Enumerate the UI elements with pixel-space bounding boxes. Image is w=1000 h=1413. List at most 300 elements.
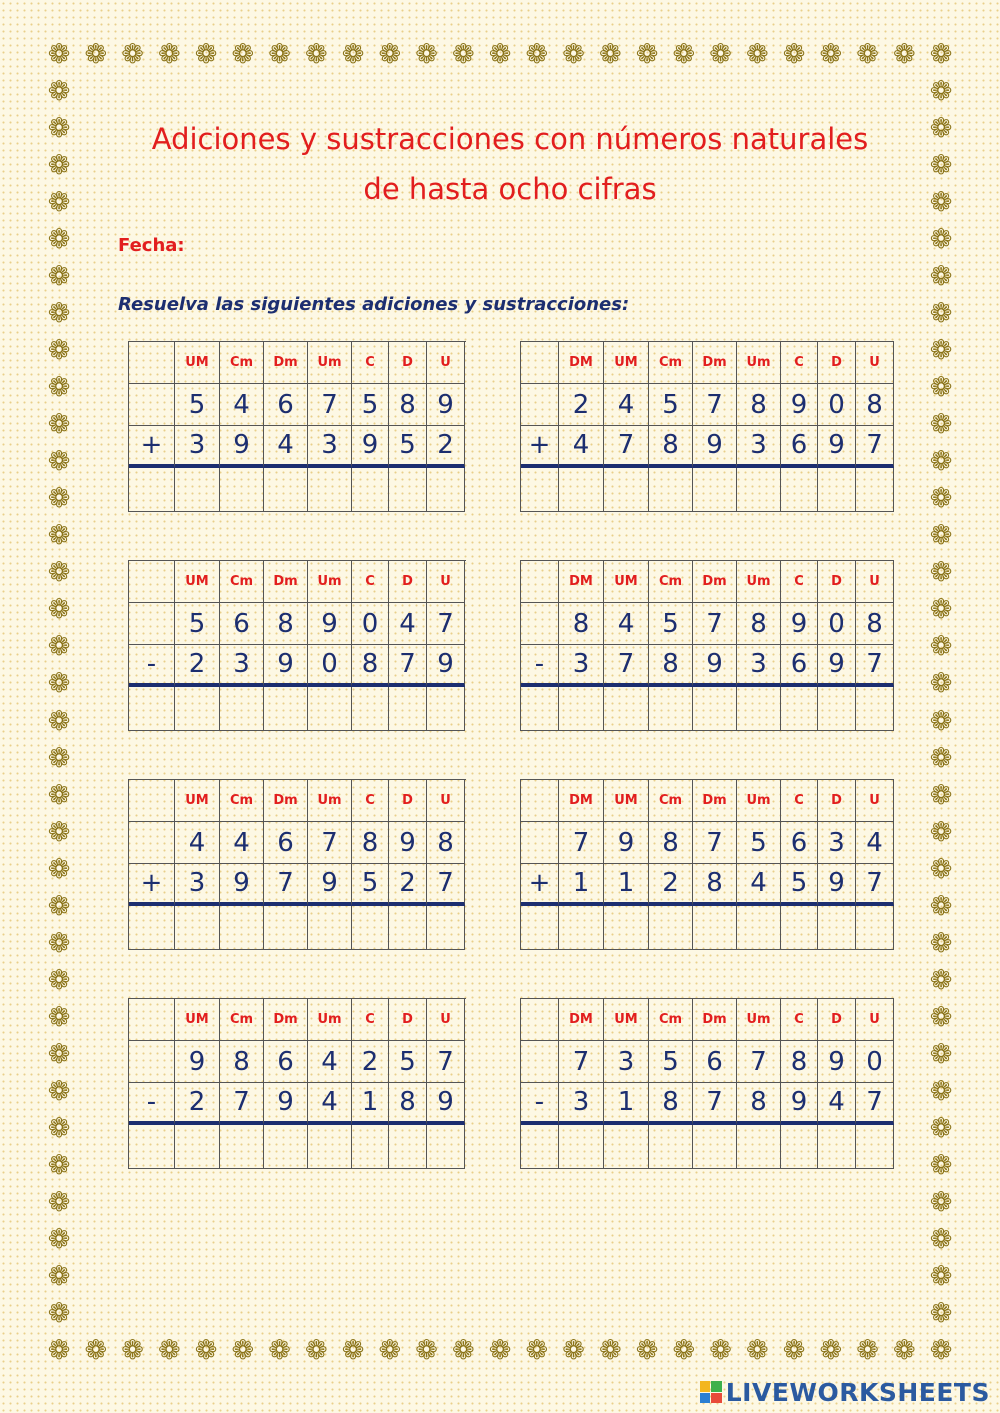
digit-cell: 3 — [604, 1041, 649, 1083]
place-value-header: D — [389, 780, 427, 822]
digit-cell: 8 — [352, 645, 389, 687]
digit-cell: 5 — [649, 603, 693, 645]
operation-sign: + — [129, 426, 175, 468]
answer-input-cell[interactable] — [604, 687, 649, 731]
border-flower-icon: ❁ — [929, 1149, 953, 1181]
border-flower-icon: ❁ — [598, 39, 622, 70]
border-flower-icon: ❁ — [47, 187, 71, 219]
digit-cell: 5 — [737, 822, 781, 864]
answer-input-cell[interactable] — [604, 1125, 649, 1169]
digit-cell: 0 — [818, 603, 856, 645]
digit-cell: 8 — [559, 603, 604, 645]
answer-input-cell[interactable] — [649, 1125, 693, 1169]
border-flower-icon: ❁ — [929, 964, 953, 996]
border-flower-icon: ❁ — [929, 187, 953, 219]
digit-cell: 7 — [427, 864, 465, 906]
digit-cell: 2 — [649, 864, 693, 906]
border-flower-icon: ❁ — [598, 1335, 622, 1366]
border-flower-icon: ❁ — [47, 76, 71, 108]
answer-input-cell[interactable] — [427, 1125, 465, 1169]
digit-cell: 5 — [649, 384, 693, 426]
date-label: Fecha: — [118, 235, 185, 256]
place-value-header: C — [352, 561, 389, 603]
answer-input-cell[interactable] — [308, 906, 352, 950]
digit-cell: 3 — [737, 426, 781, 468]
grid-corner-cell — [521, 780, 559, 822]
border-flower-icon: ❁ — [892, 39, 916, 70]
digit-cell: 4 — [604, 603, 649, 645]
digit-cell: 1 — [352, 1083, 389, 1125]
place-value-header: D — [818, 561, 856, 603]
answer-input-cell[interactable] — [604, 906, 649, 950]
digit-cell: 9 — [308, 603, 352, 645]
border-flower-icon: ❁ — [819, 1335, 843, 1366]
place-value-header: Dm — [693, 999, 737, 1041]
digit-cell: 7 — [856, 864, 894, 906]
digit-cell: 7 — [856, 1083, 894, 1125]
answer-spacer-cell — [129, 906, 175, 950]
digit-cell: 6 — [264, 384, 308, 426]
answer-input-cell[interactable] — [427, 687, 465, 731]
border-flower-icon: ❁ — [929, 557, 953, 589]
border-flower-icon: ❁ — [488, 1335, 512, 1366]
border-flower-icon: ❁ — [929, 335, 953, 367]
border-flower-icon: ❁ — [929, 39, 953, 70]
answer-input-cell[interactable] — [649, 687, 693, 731]
answer-input-cell[interactable] — [818, 1125, 856, 1169]
place-value-header: Dm — [693, 780, 737, 822]
border-flower-icon: ❁ — [929, 779, 953, 811]
digit-cell: 7 — [220, 1083, 264, 1125]
place-value-header: Cm — [649, 780, 693, 822]
digit-cell: 9 — [818, 1041, 856, 1083]
digit-cell: 7 — [308, 822, 352, 864]
place-value-header: Um — [308, 561, 352, 603]
exercise-grid-8 — [520, 998, 894, 1169]
digit-cell: 4 — [308, 1083, 352, 1125]
place-value-header: Dm — [693, 561, 737, 603]
place-value-header: U — [427, 999, 465, 1041]
border-flower-icon: ❁ — [562, 39, 585, 70]
border-flower-icon: ❁ — [47, 1038, 71, 1070]
border-flower-icon: ❁ — [929, 261, 953, 293]
place-value-header: C — [781, 561, 818, 603]
border-flower-icon: ❁ — [47, 1001, 71, 1033]
digit-cell: 9 — [427, 645, 465, 687]
border-flower-icon: ❁ — [819, 39, 843, 70]
answer-input-cell[interactable] — [559, 687, 604, 731]
border-flower-icon: ❁ — [929, 631, 953, 663]
digit-cell: 9 — [264, 645, 308, 687]
digit-cell: 8 — [352, 822, 389, 864]
place-value-header: Cm — [220, 561, 264, 603]
answer-input-cell[interactable] — [856, 687, 894, 731]
answer-input-cell[interactable] — [781, 687, 818, 731]
liveworksheets-logo — [700, 1376, 990, 1408]
digit-cell: 7 — [427, 603, 465, 645]
answer-input-cell[interactable] — [220, 1125, 264, 1169]
operator-spacer-cell — [129, 384, 175, 426]
digit-cell: 5 — [781, 864, 818, 906]
operator-spacer-cell — [521, 603, 559, 645]
answer-input-cell[interactable] — [220, 906, 264, 950]
answer-input-cell[interactable] — [559, 1125, 604, 1169]
place-value-header: DM — [559, 561, 604, 603]
border-flower-icon: ❁ — [47, 964, 71, 996]
place-value-header: Cm — [649, 999, 693, 1041]
digit-cell: 7 — [856, 426, 894, 468]
border-flower-icon: ❁ — [231, 39, 255, 70]
exercise-grid-1 — [128, 341, 466, 512]
border-flower-icon: ❁ — [929, 594, 953, 626]
border-flower-icon: ❁ — [194, 1335, 218, 1366]
place-value-header: UM — [175, 561, 220, 603]
border-flower-icon: ❁ — [929, 1335, 953, 1366]
border-flower-icon: ❁ — [892, 1335, 916, 1366]
place-value-header: C — [352, 780, 389, 822]
grid-corner-cell — [129, 999, 175, 1041]
digit-cell: 6 — [781, 822, 818, 864]
border-flower-icon: ❁ — [451, 1335, 475, 1366]
border-flower-icon: ❁ — [47, 594, 71, 626]
answer-input-cell[interactable] — [737, 1125, 781, 1169]
answer-input-cell[interactable] — [818, 687, 856, 731]
answer-input-cell[interactable] — [693, 687, 737, 731]
border-flower-icon: ❁ — [47, 1112, 71, 1144]
digit-cell: 6 — [781, 426, 818, 468]
grid-corner-cell — [129, 561, 175, 603]
place-value-header: Cm — [220, 999, 264, 1041]
answer-input-cell[interactable] — [308, 687, 352, 731]
digit-cell: 5 — [352, 384, 389, 426]
digit-cell: 9 — [308, 864, 352, 906]
border-flower-icon: ❁ — [47, 742, 71, 774]
place-value-header: U — [856, 561, 894, 603]
answer-input-cell[interactable] — [693, 468, 737, 512]
answer-input-cell[interactable] — [352, 1125, 389, 1169]
answer-input-cell[interactable] — [649, 906, 693, 950]
digit-cell: 4 — [175, 822, 220, 864]
digit-cell: 7 — [427, 1041, 465, 1083]
digit-cell: 9 — [693, 426, 737, 468]
digit-cell: 8 — [737, 603, 781, 645]
place-value-header: UM — [604, 999, 649, 1041]
place-value-header: C — [352, 342, 389, 384]
digit-cell: 8 — [649, 822, 693, 864]
digit-cell: 8 — [649, 1083, 693, 1125]
border-flower-icon: ❁ — [672, 1335, 696, 1366]
digit-cell: 5 — [175, 384, 220, 426]
operator-spacer-cell — [129, 1041, 175, 1083]
place-value-header: DM — [559, 999, 604, 1041]
digit-cell: 5 — [649, 1041, 693, 1083]
place-value-header: U — [427, 780, 465, 822]
answer-input-cell[interactable] — [264, 906, 308, 950]
digit-cell: 5 — [389, 426, 427, 468]
digit-cell: 8 — [737, 384, 781, 426]
answer-spacer-cell — [129, 687, 175, 731]
digit-cell: 4 — [220, 822, 264, 864]
digit-cell: 3 — [559, 645, 604, 687]
answer-input-cell[interactable] — [389, 687, 427, 731]
digit-cell: 3 — [308, 426, 352, 468]
digit-cell: 8 — [781, 1041, 818, 1083]
digit-cell: 4 — [818, 1083, 856, 1125]
answer-input-cell[interactable] — [427, 906, 465, 950]
border-flower-icon: ❁ — [47, 927, 71, 959]
place-value-header: Um — [737, 780, 781, 822]
answer-input-cell[interactable] — [693, 906, 737, 950]
border-flower-icon: ❁ — [47, 409, 71, 441]
border-flower-icon: ❁ — [47, 631, 71, 663]
digit-cell: 7 — [389, 645, 427, 687]
digit-cell: 7 — [693, 822, 737, 864]
place-value-header: DM — [559, 342, 604, 384]
place-value-header: U — [427, 561, 465, 603]
border-flower-icon: ❁ — [709, 39, 732, 70]
place-value-header: C — [781, 342, 818, 384]
place-value-header: Cm — [220, 780, 264, 822]
exercise-grid-7 — [128, 998, 466, 1169]
border-flower-icon: ❁ — [929, 742, 953, 774]
border-flower-icon: ❁ — [47, 779, 71, 811]
grid-corner-cell — [129, 780, 175, 822]
page-subtitle: de hasta ocho cifras — [363, 172, 657, 206]
border-flower-icon: ❁ — [304, 39, 328, 70]
digit-cell: 5 — [389, 1041, 427, 1083]
border-flower-icon: ❁ — [47, 150, 71, 182]
operator-spacer-cell — [129, 603, 175, 645]
border-flower-icon: ❁ — [929, 520, 953, 552]
digit-cell: 2 — [175, 645, 220, 687]
answer-input-cell[interactable] — [693, 1125, 737, 1169]
answer-input-cell[interactable] — [264, 468, 308, 512]
border-flower-icon: ❁ — [378, 39, 402, 70]
border-flower-icon: ❁ — [47, 483, 71, 515]
digit-cell: 2 — [559, 384, 604, 426]
grid-corner-cell — [521, 561, 559, 603]
place-value-header: UM — [604, 342, 649, 384]
digit-cell: 4 — [264, 426, 308, 468]
place-value-header: UM — [175, 999, 220, 1041]
place-value-header: Dm — [693, 342, 737, 384]
digit-cell: 9 — [693, 645, 737, 687]
operation-sign: + — [129, 864, 175, 906]
answer-input-cell[interactable] — [175, 1125, 220, 1169]
digit-cell: 2 — [389, 864, 427, 906]
border-flower-icon: ❁ — [231, 1335, 255, 1366]
border-flower-icon: ❁ — [929, 890, 953, 922]
digit-cell: 7 — [559, 1041, 604, 1083]
digit-cell: 7 — [264, 864, 308, 906]
border-flower-icon: ❁ — [415, 39, 438, 70]
digit-cell: 5 — [175, 603, 220, 645]
border-flower-icon: ❁ — [121, 39, 144, 70]
answer-input-cell[interactable] — [737, 468, 781, 512]
answer-spacer-cell — [129, 1125, 175, 1169]
border-flower-icon: ❁ — [268, 1335, 291, 1366]
answer-input-cell[interactable] — [781, 1125, 818, 1169]
place-value-header: Um — [308, 342, 352, 384]
answer-input-cell[interactable] — [264, 687, 308, 731]
border-flower-icon: ❁ — [929, 1186, 953, 1218]
border-flower-icon: ❁ — [929, 1112, 953, 1144]
place-value-header: D — [389, 999, 427, 1041]
border-flower-icon: ❁ — [929, 816, 953, 848]
digit-cell: 2 — [175, 1083, 220, 1125]
answer-input-cell[interactable] — [175, 906, 220, 950]
place-value-header: Dm — [264, 342, 308, 384]
place-value-header: UM — [175, 780, 220, 822]
place-value-header: D — [389, 561, 427, 603]
digit-cell: 9 — [781, 384, 818, 426]
digit-cell: 7 — [856, 645, 894, 687]
answer-spacer-cell — [521, 1125, 559, 1169]
answer-input-cell[interactable] — [427, 468, 465, 512]
answer-input-cell[interactable] — [389, 468, 427, 512]
border-flower-icon: ❁ — [672, 39, 696, 70]
operator-spacer-cell — [521, 822, 559, 864]
border-flower-icon: ❁ — [47, 1260, 71, 1292]
border-flower-icon: ❁ — [745, 39, 769, 70]
place-value-header: Um — [737, 561, 781, 603]
digit-cell: 7 — [693, 384, 737, 426]
place-value-header: DM — [559, 780, 604, 822]
answer-input-cell[interactable] — [818, 906, 856, 950]
border-flower-icon: ❁ — [929, 705, 953, 737]
exercise-grid-5 — [128, 779, 466, 950]
digit-cell: 9 — [818, 864, 856, 906]
border-flower-icon: ❁ — [929, 668, 953, 700]
digit-cell: 8 — [649, 645, 693, 687]
answer-input-cell[interactable] — [559, 468, 604, 512]
border-flower-icon: ❁ — [47, 335, 71, 367]
page-title: Adiciones y sustracciones con números naturales — [151, 122, 869, 156]
border-flower-icon: ❁ — [929, 113, 953, 145]
answer-input-cell[interactable] — [175, 468, 220, 512]
digit-cell: 9 — [220, 864, 264, 906]
border-flower-icon: ❁ — [47, 816, 71, 848]
answer-input-cell[interactable] — [220, 468, 264, 512]
place-value-header: Cm — [649, 342, 693, 384]
answer-input-cell[interactable] — [308, 1125, 352, 1169]
digit-cell: 0 — [352, 603, 389, 645]
border-flower-icon: ❁ — [856, 39, 879, 70]
digit-cell: 4 — [220, 384, 264, 426]
border-flower-icon: ❁ — [47, 446, 71, 478]
digit-cell: 2 — [427, 426, 465, 468]
border-flower-icon: ❁ — [47, 520, 71, 552]
answer-input-cell[interactable] — [856, 906, 894, 950]
answer-input-cell[interactable] — [389, 906, 427, 950]
border-flower-icon: ❁ — [488, 39, 512, 70]
border-flower-icon: ❁ — [84, 1335, 108, 1366]
border-flower-icon: ❁ — [929, 1260, 953, 1292]
answer-input-cell[interactable] — [220, 687, 264, 731]
operator-spacer-cell — [521, 384, 559, 426]
answer-input-cell[interactable] — [559, 906, 604, 950]
answer-input-cell[interactable] — [781, 906, 818, 950]
border-flower-icon: ❁ — [929, 1075, 953, 1107]
operation-sign: + — [521, 426, 559, 468]
place-value-header: D — [818, 342, 856, 384]
border-flower-icon: ❁ — [929, 483, 953, 515]
digit-cell: 7 — [737, 1041, 781, 1083]
border-flower-icon: ❁ — [47, 113, 71, 145]
answer-input-cell[interactable] — [856, 468, 894, 512]
digit-cell: 4 — [604, 384, 649, 426]
place-value-header: Um — [308, 999, 352, 1041]
answer-input-cell[interactable] — [737, 906, 781, 950]
digit-cell: 9 — [352, 426, 389, 468]
digit-cell: 0 — [308, 645, 352, 687]
border-flower-icon: ❁ — [451, 39, 475, 70]
border-flower-icon: ❁ — [47, 1223, 71, 1255]
answer-input-cell[interactable] — [604, 468, 649, 512]
answer-input-cell[interactable] — [352, 687, 389, 731]
answer-input-cell[interactable] — [856, 1125, 894, 1169]
place-value-header: UM — [175, 342, 220, 384]
border-flower-icon: ❁ — [47, 39, 71, 70]
border-flower-icon: ❁ — [194, 39, 218, 70]
brand-name: LIVEWORKSHEETS — [725, 1377, 990, 1407]
digit-cell: 1 — [604, 1083, 649, 1125]
border-flower-icon: ❁ — [157, 1335, 181, 1366]
place-value-header: Dm — [264, 780, 308, 822]
border-flower-icon: ❁ — [121, 1335, 144, 1366]
digit-cell: 6 — [220, 603, 264, 645]
operation-sign: - — [521, 645, 559, 687]
border-flower-icon: ❁ — [562, 1335, 585, 1366]
answer-input-cell[interactable] — [264, 1125, 308, 1169]
liveworksheets-logo-icon — [700, 1381, 722, 1403]
answer-input-cell[interactable] — [308, 468, 352, 512]
border-flower-icon: ❁ — [47, 372, 71, 404]
answer-input-cell[interactable] — [352, 468, 389, 512]
border-flower-icon: ❁ — [929, 224, 953, 256]
place-value-header: C — [781, 780, 818, 822]
answer-spacer-cell — [521, 468, 559, 512]
border-flower-icon: ❁ — [47, 1297, 71, 1329]
digit-cell: 6 — [693, 1041, 737, 1083]
digit-cell: 8 — [693, 864, 737, 906]
answer-input-cell[interactable] — [737, 687, 781, 731]
answer-input-cell[interactable] — [389, 1125, 427, 1169]
answer-input-cell[interactable] — [352, 906, 389, 950]
place-value-header: U — [427, 342, 465, 384]
digit-cell: 9 — [220, 426, 264, 468]
border-flower-icon: ❁ — [47, 1075, 71, 1107]
digit-cell: 3 — [175, 864, 220, 906]
border-flower-icon: ❁ — [47, 224, 71, 256]
digit-cell: 9 — [427, 384, 465, 426]
exercise-grid-2 — [520, 341, 894, 512]
digit-cell: 6 — [264, 822, 308, 864]
border-flower-icon: ❁ — [341, 1335, 365, 1366]
border-flower-icon: ❁ — [929, 298, 953, 330]
border-flower-icon: ❁ — [157, 39, 181, 70]
digit-cell: 4 — [737, 864, 781, 906]
digit-cell: 9 — [389, 822, 427, 864]
answer-spacer-cell — [521, 906, 559, 950]
answer-input-cell[interactable] — [175, 687, 220, 731]
place-value-header: Um — [737, 342, 781, 384]
answer-input-cell[interactable] — [649, 468, 693, 512]
border-flower-icon: ❁ — [378, 1335, 402, 1366]
digit-cell: 7 — [559, 822, 604, 864]
answer-input-cell[interactable] — [781, 468, 818, 512]
answer-input-cell[interactable] — [818, 468, 856, 512]
